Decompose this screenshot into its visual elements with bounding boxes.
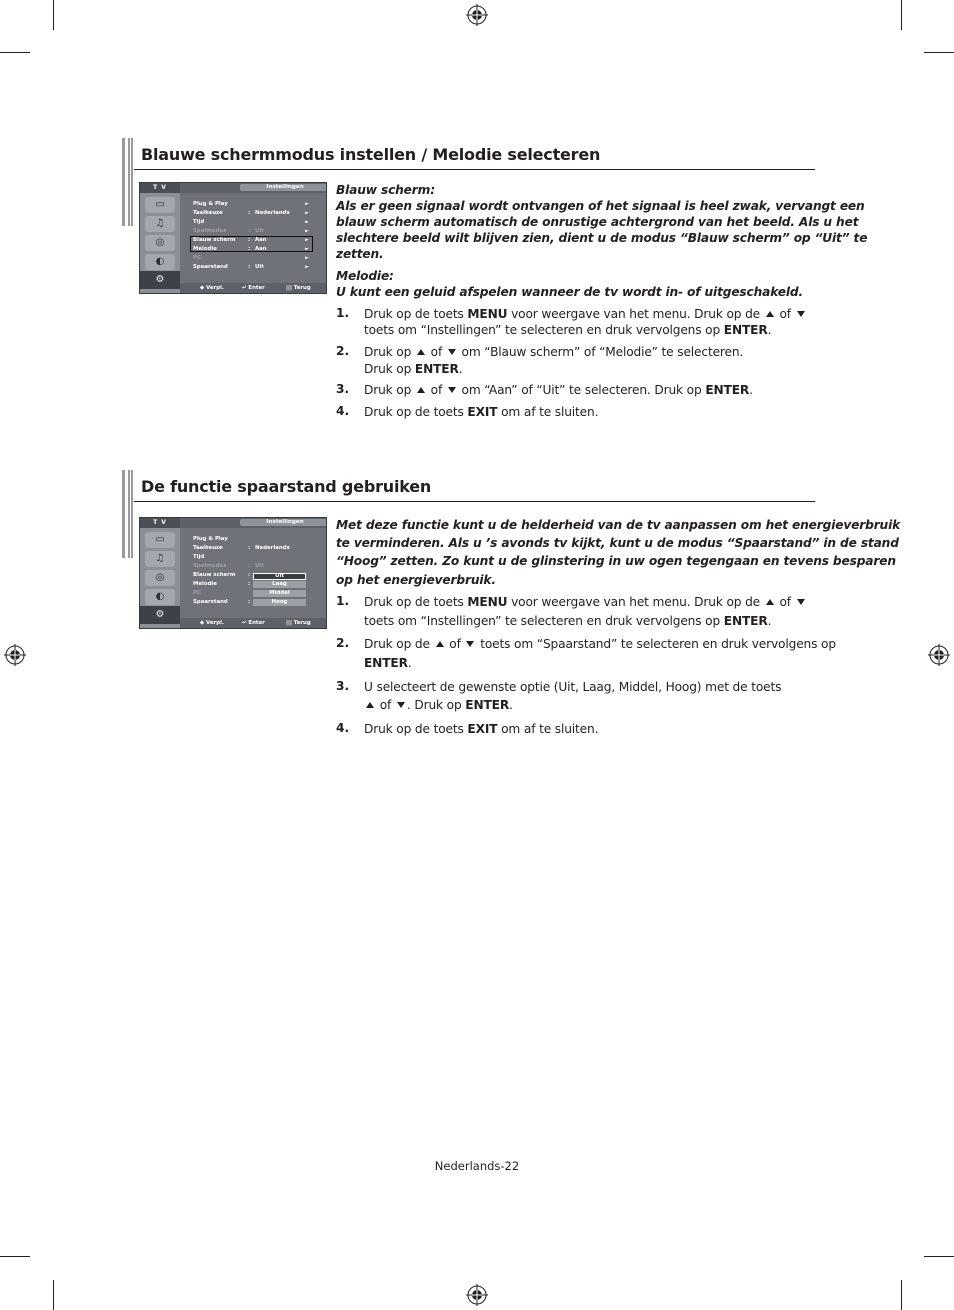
tv-menu-row-value: Uit	[255, 228, 264, 234]
tv-label: T V	[140, 518, 180, 528]
tv-menu-colon: :	[248, 563, 251, 569]
crop-mark	[53, 0, 54, 30]
setup-gear-icon: ⚙	[140, 271, 180, 289]
step-line: Druk op de toets MENU voor weergave van het menu. Druk op de of	[364, 593, 807, 611]
crop-mark	[924, 1256, 954, 1257]
arrow-up-icon	[417, 349, 425, 355]
tv-menu-row-label: Taalkeuze	[193, 210, 223, 216]
step-number: 2.	[336, 344, 350, 358]
step-line: Druk op ENTER.	[364, 362, 463, 376]
tv-dropdown-option: Hoog	[253, 599, 306, 606]
tv-menu-row-label: Spaarstand	[193, 264, 228, 270]
channel-icon: ◎	[145, 235, 175, 251]
tv-menu-arrow-icon: ►	[305, 219, 309, 225]
tv-menu-arrow-icon: ►	[305, 246, 309, 252]
arrow-up-icon	[366, 702, 374, 708]
tv-menu-arrow-icon: ►	[305, 210, 309, 216]
picture-icon: ▭	[145, 532, 175, 548]
step-line: Druk op of om “Blauw scherm” of “Melodie” te selecteren.	[364, 345, 744, 359]
tv-menu-screenshot	[139, 182, 327, 294]
tv-dropdown-option: Middel	[253, 590, 306, 597]
tv-footer-back: ||| Terug	[286, 620, 311, 626]
step-line: toets om “Instellingen” te selecteren en druk vervolgens op ENTER.	[364, 614, 772, 628]
crop-mark	[0, 52, 30, 53]
sound-icon: ♫	[145, 216, 175, 232]
arrow-down-icon	[797, 599, 805, 605]
tv-menu-colon: :	[248, 228, 251, 234]
tv-menu-arrow-icon: ►	[305, 201, 309, 207]
tv-menu-colon: :	[248, 237, 251, 243]
arrow-down-icon	[448, 387, 456, 393]
step-number: 3.	[336, 679, 350, 693]
tv-menu-row-value: Aan	[255, 246, 267, 252]
section-rule	[134, 501, 815, 502]
tv-menu-colon: :	[248, 264, 251, 270]
tv-menu-colon: :	[248, 581, 251, 587]
paragraph-line: te verminderen. Als u ’s avonds tv kijkt, kunt u de modus “Spaarstand” in de stand	[336, 536, 899, 550]
arrow-up-icon	[766, 599, 774, 605]
step-line: Druk op of om “Aan” of “Uit” te selecteren. Druk op ENTER.	[364, 383, 753, 397]
page-number: Nederlands-22	[434, 1159, 520, 1173]
crop-mark	[924, 52, 954, 53]
tv-menu-header	[180, 183, 326, 193]
tv-menu-row-label: Tijd	[193, 554, 205, 560]
paragraph-line: “Hoog” zetten. Zo kunt u de glinstering in uw ogen tegengaan en tevens besparen	[336, 554, 896, 568]
tv-menu-row-label: Melodie	[193, 246, 217, 252]
paragraph-line: slechtere beeld wilt blijven zien, dient u de modus “Blauw scherm” op “Uit” te	[336, 231, 868, 245]
registration-mark-icon	[466, 1284, 488, 1306]
crop-mark	[901, 1280, 902, 1310]
paragraph-line: U kunt een geluid afspelen wanneer de tv wordt in- of uitgeschakeld.	[336, 285, 803, 299]
step-line: ENTER.	[364, 656, 412, 670]
arrow-up-icon	[436, 641, 444, 647]
blauw-scherm-heading: Blauw scherm:	[336, 183, 435, 197]
registration-mark-icon	[4, 644, 26, 666]
step-line: Druk op de toets MENU voor weergave van het menu. Druk op de of	[364, 305, 807, 323]
tv-menu-row-value: Uit	[255, 563, 264, 569]
tv-menu-row-label: Spelmodus	[193, 228, 227, 234]
tv-footer-move: ◆ Verpl.	[200, 285, 224, 291]
paragraph-line: blauw scherm automatisch de onrustige achtergrond van het beeld. Als u het	[336, 215, 859, 229]
tv-menu-colon: :	[248, 246, 251, 252]
paragraph-line: Als er geen signaal wordt ontvangen of het signaal is heel zwak, vervangt een	[336, 199, 865, 213]
tv-menu-row-label: Tijd	[193, 219, 205, 225]
tv-footer-move: ◆ Verpl.	[200, 620, 224, 626]
input-icon: ◐	[145, 254, 175, 270]
arrow-down-icon	[448, 349, 456, 355]
setup-gear-icon: ⚙	[140, 606, 180, 624]
tv-menu-row-label: Spaarstand	[193, 599, 228, 605]
tv-menu-footer	[180, 283, 326, 293]
tv-menu-row-label: Blauw scherm	[193, 237, 236, 243]
input-icon: ◐	[145, 589, 175, 605]
tv-menu-colon: :	[248, 572, 251, 578]
tv-dropdown-option: Laag	[253, 581, 306, 588]
tv-menu-row-value: Aan	[255, 237, 267, 243]
tv-menu-row-label: Plug & Play	[193, 536, 228, 542]
step-line: U selecteert de gewenste optie (Uit, Laag, Middel, Hoog) met de toets	[364, 680, 782, 694]
arrow-down-icon	[466, 641, 474, 647]
section-marker-bar	[122, 138, 133, 226]
step-number: 4.	[336, 404, 350, 418]
crop-mark	[0, 1256, 30, 1257]
tv-menu-row-value: Nederlands	[255, 545, 290, 551]
registration-mark-icon	[466, 4, 488, 26]
picture-icon: ▭	[145, 197, 175, 213]
tv-menu-arrow-icon: ►	[305, 264, 309, 270]
tv-menu-colon: :	[248, 210, 251, 216]
channel-icon: ◎	[145, 570, 175, 586]
tv-label: T V	[140, 183, 180, 193]
tv-menu-row-label: Melodie	[193, 581, 217, 587]
step-line: Druk op de toets EXIT om af te sluiten.	[364, 405, 599, 419]
tv-menu-arrow-icon: ►	[305, 255, 309, 261]
section-marker-bar	[122, 470, 133, 558]
registration-mark-icon	[928, 644, 950, 666]
tv-footer-back: ||| Terug	[286, 285, 311, 291]
section-title: De functie spaarstand gebruiken	[141, 477, 432, 496]
tv-menu-colon: :	[248, 599, 251, 605]
paragraph-line: Met deze functie kunt u de helderheid van de tv aanpassen om het energieverbruik	[336, 518, 901, 532]
crop-mark	[53, 1280, 54, 1310]
step-number: 4.	[336, 721, 350, 735]
tv-menu-header-title: Instellingen	[240, 519, 327, 526]
tv-dropdown-option-selected: Uit	[253, 573, 306, 580]
tv-menu-row-label: Spelmodus	[193, 563, 227, 569]
crop-mark	[901, 0, 902, 30]
arrow-up-icon	[417, 387, 425, 393]
sound-icon: ♫	[145, 551, 175, 567]
section-title: Blauwe schermmodus instellen / Melodie selecteren	[141, 145, 601, 164]
tv-menu-row-label: PC	[193, 590, 201, 596]
tv-menu-row-label: Blauw scherm	[193, 572, 236, 578]
tv-menu-row-label: Taalkeuze	[193, 545, 223, 551]
tv-menu-row-label: Plug & Play	[193, 201, 228, 207]
tv-menu-screenshot	[139, 517, 327, 629]
tv-menu-row-label: PC	[193, 255, 201, 261]
section-rule	[134, 169, 815, 170]
step-line: of . Druk op ENTER.	[364, 696, 513, 714]
step-number: 2.	[336, 636, 350, 650]
step-line: Druk op de toets EXIT om af te sluiten.	[364, 722, 599, 736]
tv-menu-row-value: Uit	[255, 264, 264, 270]
tv-menu-header	[180, 518, 326, 528]
arrow-down-icon	[397, 702, 405, 708]
tv-footer-enter: ↵ Enter	[242, 285, 265, 291]
paragraph-line: op het energieverbruik.	[336, 573, 496, 587]
tv-menu-footer	[180, 618, 326, 628]
arrow-up-icon	[766, 311, 774, 317]
step-number: 1.	[336, 594, 350, 608]
tv-footer-enter: ↵ Enter	[242, 620, 265, 626]
paragraph-line: zetten.	[336, 247, 384, 261]
tv-menu-colon: :	[248, 545, 251, 551]
step-number: 1.	[336, 306, 350, 320]
melodie-heading: Melodie:	[336, 269, 394, 283]
arrow-down-icon	[797, 311, 805, 317]
tv-menu-header-title: Instellingen	[240, 184, 327, 191]
step-line: toets om “Instellingen” te selecteren en druk vervolgens op ENTER.	[364, 323, 772, 337]
step-number: 3.	[336, 382, 350, 396]
step-line: Druk op de of toets om “Spaarstand” te selecteren en druk vervolgens op	[364, 637, 836, 651]
tv-menu-arrow-icon: ►	[305, 228, 309, 234]
tv-menu-arrow-icon: ►	[305, 237, 309, 243]
tv-menu-row-value: Nederlands	[255, 210, 290, 216]
